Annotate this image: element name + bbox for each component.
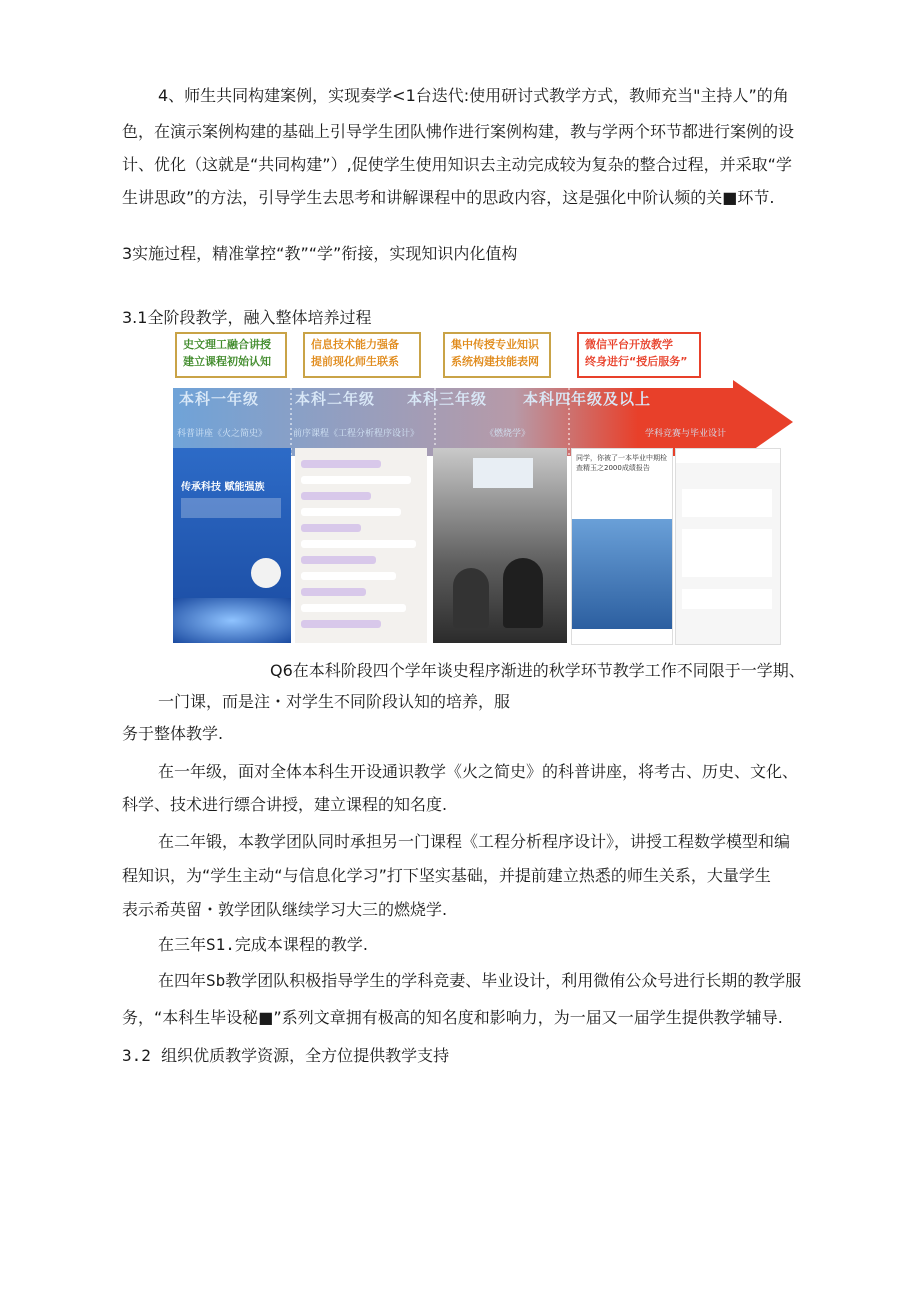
paragraph-year4-prefix: 在四年 (158, 971, 207, 990)
paragraph-year3-code: S1. (206, 935, 235, 954)
paragraph-year2-line-2: 程知识，为“学生主动“与信息化学习”打下坚实基础，并提前建立热悉的师生关系，大量学生 (122, 866, 771, 885)
chat-bubble (301, 476, 411, 484)
section-3-2-number: 3.2 (122, 1046, 151, 1065)
paragraph-4-line-3: 计、优化（这就是“共同构建”）,促使学生使用知识去主动完成较为复杂的整合过程，并采取“学 (122, 155, 792, 174)
paragraph-year3-prefix: 在三年 (158, 935, 207, 954)
panel-chat-screenshot (295, 448, 427, 643)
paragraph-year4-line-2: 务，“本科生毕设秘■”系列文章拥有极高的知名度和影响力，为一届又一届学生提供教学辅导. (122, 1008, 783, 1027)
chat-bubble (301, 508, 401, 516)
chat-bubble (301, 524, 361, 532)
section-3-title: 3实施过程，精准掌控“教”“学”衔接，实现知识内化值构 (122, 244, 518, 263)
paragraph-year1-line-2: 科学、技术进行缥合讲授，建立课程的知名度. (122, 795, 448, 814)
year-label-1: 本科一年级 (179, 390, 260, 408)
stage-box-4-line-2: 终身进行“授后服务” (585, 355, 688, 368)
panel-classroom-photo (433, 448, 567, 643)
paragraph-year3-rest: 完成本课程的教学. (234, 935, 369, 954)
chat-bubble (301, 460, 381, 468)
year-sub-1: 科普讲座《火之简史》 (177, 429, 268, 439)
paragraph-4-line-1: 4、师生共同构建案例，实现奏学<1台迭代:使用研讨式教学方式，教师充当"主持人”的角 (158, 86, 789, 105)
stage-box-1-line-2: 建立课程初始认知 (183, 355, 271, 368)
student-figure (503, 558, 543, 628)
panel-4-image (572, 519, 672, 629)
comment-block (682, 489, 772, 517)
paragraph-year1-line-1: 在一年级，面对全体本科生开设通识教学《火之简史》的科普讲座，将考古、历史、文化、 (158, 762, 799, 781)
chat-bubble (301, 492, 371, 500)
paragraph-year2-line-3: 表示希英留・敦学团队继续学习大三的燃烧学. (122, 900, 448, 919)
phone-status-bar (676, 449, 780, 463)
panel-1-glow (173, 598, 291, 643)
stage-box-1-line-1: 史文理工融合讲授 (183, 338, 271, 351)
figure-caption-line-2: 一门课，而是注・对学生不同阶段认知的培养，服 (158, 692, 511, 711)
stage-box-2-line-1: 信息技术能力强备 (311, 338, 399, 351)
section-3-2-text: 组织优质教学资源，全方位提供教学支持 (161, 1046, 450, 1065)
panel-4-header: 同学，你被了一本毕业中期检查精玉之2000成绩报告 (576, 454, 667, 472)
chat-bubble (301, 556, 376, 564)
paragraph-year3 (158, 935, 368, 955)
year-label-4: 本科四年级及以上 (523, 390, 652, 408)
paragraph-year4-line-1 (158, 971, 801, 991)
panel-lecture-poster (173, 448, 291, 643)
stage-box-2 (303, 332, 421, 378)
panel-wechat-article (571, 448, 673, 645)
speaker-photo (251, 558, 281, 588)
paragraph-year4-rest: 教学团队积极指导学生的学科竞妻、毕业设计，利用微侑公众号进行长期的教学服 (225, 971, 802, 990)
stage-box-3-line-1: 集中传授专业知识 (451, 338, 539, 351)
chat-bubble (301, 604, 406, 612)
teaching-stage-figure (173, 330, 793, 645)
section-3-1-title: 3.1全阶段教学，融入整体培养过程 (122, 308, 372, 327)
paragraph-4-line-4: 生讲思政”的方法，引导学生去思考和讲解课程中的思政内容，这是强化中阶认频的关■环节. (122, 188, 775, 207)
paragraph-4-line-2: 色，在演示案例构建的基础上引导学生团队怫作进行案例构建，教与学两个环节都进行案例的设 (122, 122, 795, 141)
figure-caption-line-1: Q6在本科阶段四个学年谈史程序渐进的秋学环节教学工作不同限于一学期、 (270, 661, 805, 680)
comment-block (682, 589, 772, 609)
year-sub-2: 前序课程《工程分析程序设计》 (293, 429, 420, 439)
comment-block (682, 529, 772, 577)
panel-1-title: 传承科技 赋能强族 (181, 482, 265, 493)
student-figure (453, 568, 489, 628)
stage-box-4-line-1: 微信平台开放教学 (585, 338, 673, 351)
stage-box-3-line-2: 系统构建技能表网 (451, 355, 539, 368)
paragraph-year2-line-1: 在二年锻，本教学团队同时承担另一门课程《工程分析程序设计》，讲授工程数学模型和编 (158, 832, 791, 851)
year-sub-3: 《燃烧学》 (485, 429, 531, 439)
classroom-screen (473, 458, 533, 488)
chat-bubble (301, 588, 366, 596)
year-sub-4: 学科竞赛与毕业设计 (645, 429, 727, 439)
chat-bubble (301, 620, 381, 628)
paragraph-year4-code: Sb (206, 971, 226, 990)
year-label-2: 本科二年级 (295, 390, 376, 408)
chat-bubble (301, 572, 396, 580)
section-3-2-title (122, 1046, 449, 1066)
stage-box-3 (443, 332, 551, 378)
figure-caption-line-3: 务于整体教学. (122, 724, 224, 743)
chat-bubble (301, 540, 416, 548)
stage-box-1 (175, 332, 287, 378)
stage-box-4 (577, 332, 701, 378)
panel-phone-comments (675, 448, 781, 645)
stage-box-2-line-2: 提前现化师生联系 (311, 355, 399, 368)
panel-1-text-block (181, 498, 281, 518)
year-label-3: 本科三年级 (407, 390, 488, 408)
